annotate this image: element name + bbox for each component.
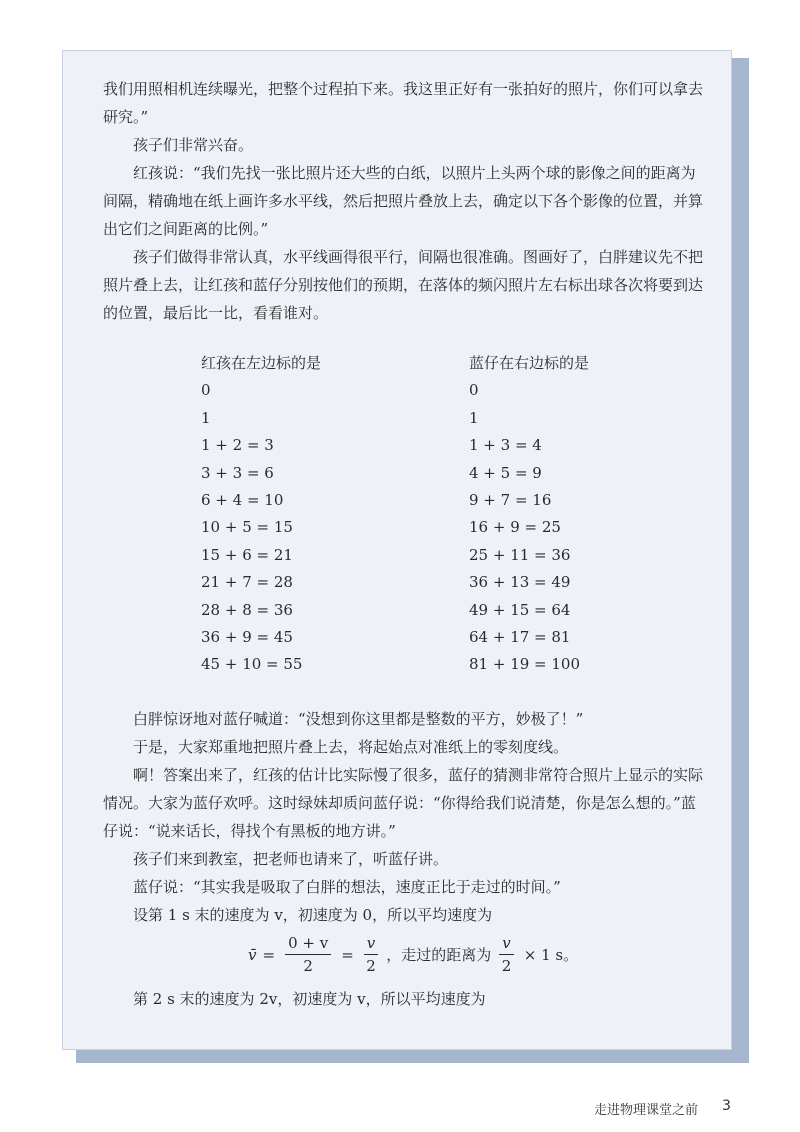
- fraction-3-denominator: 2: [501, 957, 512, 975]
- average-velocity-formula: [248, 934, 578, 975]
- formula-equals-2: =: [341, 945, 354, 964]
- fraction-2-denominator: 2: [366, 957, 376, 975]
- fraction-2-numerator: v: [364, 934, 378, 955]
- right-row: 25 + 11 = 36: [469, 545, 571, 564]
- formula-tail: × 1 s。: [523, 946, 579, 964]
- right-row: 9 + 7 = 16: [469, 490, 552, 509]
- right-row: 36 + 13 = 49: [469, 573, 571, 592]
- paragraph-6: 于是，大家郑重地把照片叠上去，将起始点对准纸上的零刻度线。: [133, 738, 569, 756]
- right-row: 0: [469, 381, 479, 400]
- fraction-1-numerator: 0 + v: [285, 934, 331, 955]
- left-row: 10 + 5 = 15: [201, 518, 293, 537]
- left-column-header: 红孩在左边标的是: [201, 354, 322, 372]
- paragraph-7: 啊！答案出来了，红孩的估计比实际慢了很多，蓝仔的猜测非常符合照片上显示的实际情况。大家为蓝仔欢呼。这时绿妹却质问蓝仔说：“你得给我们说清楚，你是怎么想的。”蓝仔说：“说来话长，得找个有黑板的地方讲。”: [103, 766, 704, 840]
- left-row: 1 + 2 = 3: [201, 436, 274, 455]
- formula-vbar: v̄: [248, 945, 257, 964]
- left-row: 21 + 7 = 28: [201, 573, 293, 592]
- left-row: 3 + 3 = 6: [201, 463, 274, 482]
- right-row: 49 + 15 = 64: [469, 600, 571, 619]
- left-row: 15 + 6 = 21: [201, 545, 293, 564]
- footer-title: 走进物理课堂之前: [594, 1103, 699, 1118]
- left-row: 28 + 8 = 36: [201, 600, 293, 619]
- left-row: 36 + 9 = 45: [201, 627, 293, 646]
- paragraph-4: 孩子们做得非常认真，水平线画得很平行，间隔也很准确。图画好了，白胖建议先不把照片叠上去，让红孩和蓝仔分别按他们的预期，在落体的频闪照片左右标出球各次将要到达的位置，最后比一比，看看谁对。: [103, 248, 704, 322]
- right-column: [469, 350, 589, 679]
- fraction-3-numerator: v: [499, 934, 513, 955]
- right-row: 4 + 5 = 9: [469, 463, 542, 482]
- right-row: 16 + 9 = 25: [469, 518, 561, 537]
- left-row: 6 + 4 = 10: [201, 490, 284, 509]
- left-row: 0: [201, 381, 211, 400]
- formula-equals: =: [262, 945, 276, 964]
- paragraph-5: 白胖惊讶地对蓝仔喊道：“没想到你这里都是整数的平方，妙极了！”: [133, 710, 584, 728]
- left-column: [201, 350, 321, 679]
- left-row: 45 + 10 = 55: [201, 655, 303, 674]
- right-row: 1: [469, 408, 479, 427]
- formula-fraction-3: [499, 934, 513, 975]
- paragraph-1: 我们用照相机连续曝光，把整个过程拍下来。我这里正好有一张拍好的照片，你们可以拿去研究。”: [103, 80, 704, 126]
- paragraph-11: 第 2 s 末的速度为 2v，初速度为 v，所以平均速度为: [133, 990, 486, 1008]
- right-column-header: 蓝仔在右边标的是: [469, 354, 590, 372]
- paragraph-8: 孩子们来到教室，把老师也请来了，听蓝仔讲。: [133, 850, 449, 868]
- paragraph-3: 红孩说：“我们先找一张比照片还大些的白纸，以照片上头两个球的影像之间的距离为间隔，精确地在纸上画许多水平线，然后把照片叠放上去，确定以下各个影像的位置，并算出它们之间距离的比例。”: [103, 164, 704, 238]
- formula-fraction-1: [285, 934, 331, 975]
- formula-text: ，走过的距离为: [386, 946, 492, 964]
- left-row: 1: [201, 408, 211, 427]
- right-row: 81 + 19 = 100: [469, 655, 581, 674]
- paragraph-10: 设第 1 s 末的速度为 v，初速度为 0，所以平均速度为: [133, 906, 493, 924]
- page-number: 3: [722, 1098, 731, 1114]
- paragraph-9: 蓝仔说：“其实我是吸取了白胖的想法，速度正比于走过的时间。”: [133, 878, 561, 896]
- right-row: 64 + 17 = 81: [469, 627, 571, 646]
- right-row: 1 + 3 = 4: [469, 436, 542, 455]
- fraction-1-denominator: 2: [303, 957, 313, 975]
- formula-fraction-2: [364, 934, 378, 975]
- paragraph-2: 孩子们非常兴奋。: [133, 136, 254, 154]
